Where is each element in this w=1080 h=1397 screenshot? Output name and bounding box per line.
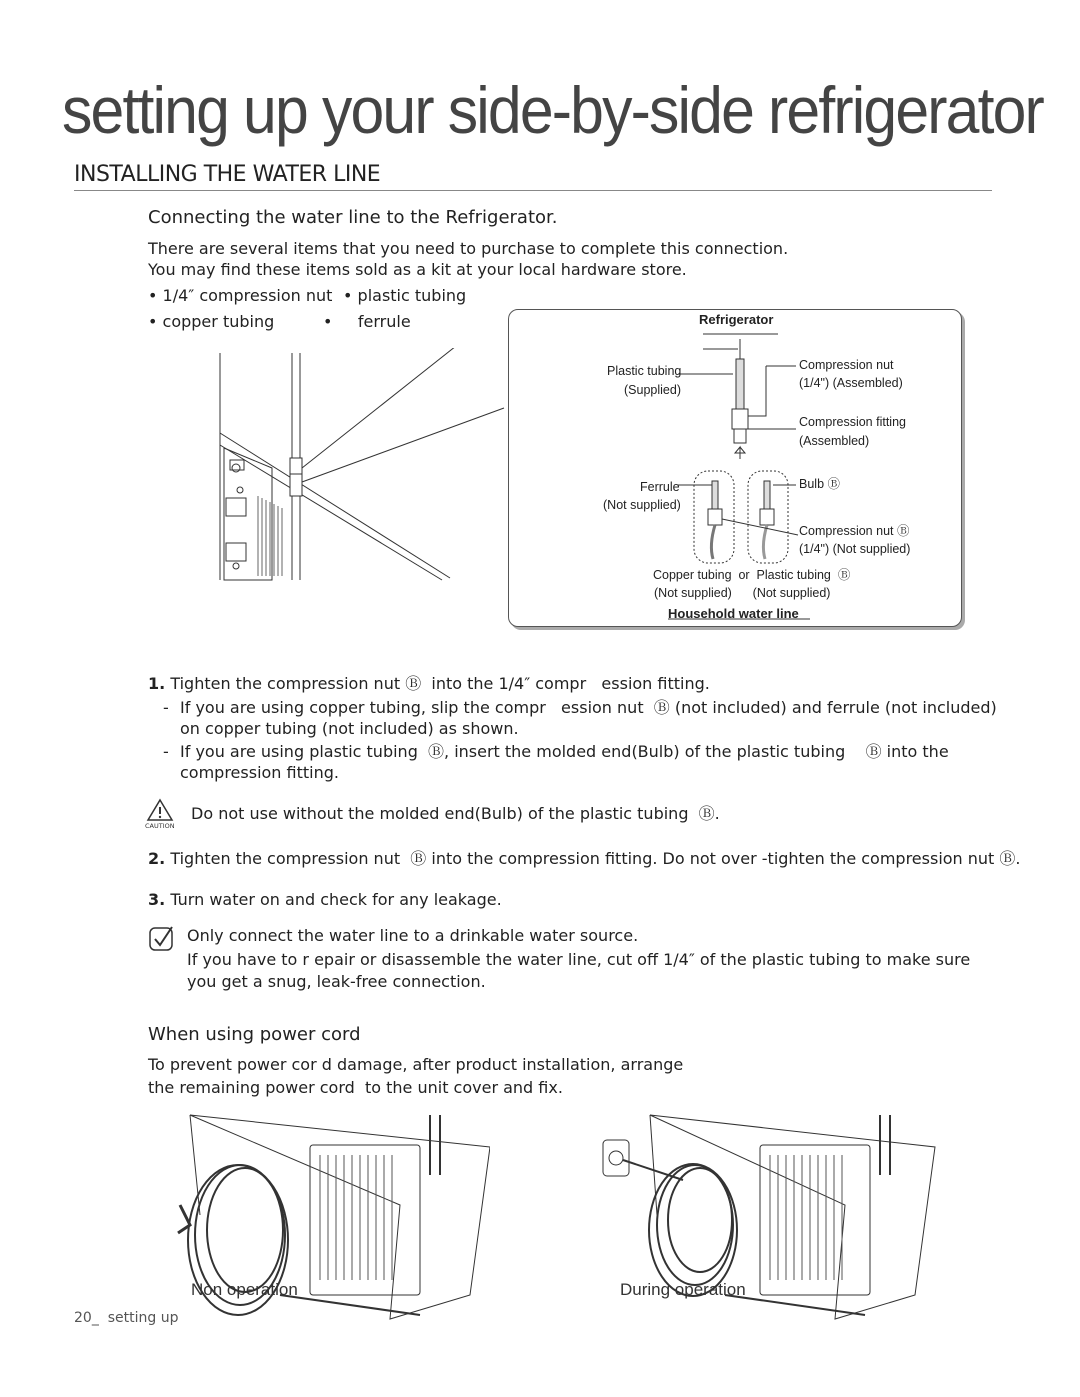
diagram-compression-nut-label: Compression nut	[799, 358, 894, 372]
water-line-subtitle: Connecting the water line to the Refrigerator.	[148, 207, 558, 228]
refrigerator-back-illustration	[210, 348, 510, 588]
power-cord-line-2: the remaining power cord to the unit cover and fix.	[148, 1078, 563, 1097]
diagram-tubing-not-supplied: (Not supplied) (Not supplied)	[654, 586, 831, 600]
diagram-compression-fitting-label: Compression fitting	[799, 415, 906, 429]
diagram-tubing-options-label: Copper tubing or Plastic tubing Ⓑ	[653, 568, 851, 582]
caption-non-operation: Non operation	[191, 1280, 298, 1299]
step-1: 1. Tighten the compression nut Ⓑ into the 1/4″ compr ession fitting.	[148, 674, 710, 693]
section-title: INSTALLING THE WATER LINE	[74, 162, 381, 187]
parts-item: • plastic tubing	[343, 286, 467, 305]
note-icon	[146, 924, 180, 954]
page-footer: 20_ setting up	[74, 1310, 179, 1326]
diagram-ferrule-not-supplied: (Not supplied)	[603, 498, 681, 512]
step-1a-line-1: If you are using copper tubing, slip the compr ession nut Ⓑ (not included) and ferrule (not included)	[180, 698, 997, 717]
note-line-1: Only connect the water line to a drinkable water source.	[187, 926, 639, 945]
step-1a-line-2: on copper tubing (not included) as shown.	[180, 719, 519, 738]
parts-item: • 1/4″ compression nut	[148, 286, 333, 305]
step-1b-line-1: If you are using plastic tubing Ⓑ, insert the molded end(Bulb) of the plastic tubing Ⓑ into the	[180, 742, 949, 761]
diagram-bulb-label: Bulb Ⓑ	[799, 477, 840, 491]
dash-marker: -	[163, 698, 169, 717]
parts-item: • ferrule	[323, 312, 411, 331]
caption-during-operation: During operation	[620, 1280, 746, 1299]
diagram-household-label: Household water line	[668, 606, 799, 621]
diagram-ferrule-label: Ferrule	[640, 480, 680, 494]
step-1b-line-2: compression fitting.	[180, 763, 339, 782]
power-cord-subtitle: When using power cord	[148, 1024, 361, 1045]
note-line-3: you get a snug, leak-free connection.	[187, 972, 486, 991]
step-2: 2. Tighten the compression nut Ⓑ into the compression fitting. Do not over -tighten the compression nut Ⓑ.	[148, 849, 1021, 868]
diagram-assembled-label: (Assembled)	[799, 434, 870, 448]
intro-line-1: There are several items that you need to purchase to complete this connection.	[148, 239, 789, 258]
diagram-compression-nut-size: (1/4") (Assembled)	[799, 376, 903, 390]
parts-item: • copper tubing	[148, 312, 275, 331]
dash-marker: -	[163, 742, 169, 761]
intro-line-2: You may find these items sold as a kit at your local hardware store.	[148, 260, 687, 279]
power-cord-line-1: To prevent power cor d damage, after product installation, arrange	[148, 1055, 684, 1074]
diagram-refrigerator-label: Refrigerator	[699, 312, 774, 327]
step-3: 3. Turn water on and check for any leakage.	[148, 890, 502, 909]
section-divider	[74, 190, 992, 191]
diagram-plastic-tubing-label: Plastic tubing	[607, 364, 682, 378]
note-line-2: If you have to r epair or disassemble the water line, cut off 1/4″ of the plastic tubing to make sure	[187, 950, 971, 969]
page-title: setting up your side-by-side refrigerator	[62, 73, 1043, 147]
diagram-supplied-label: (Supplied)	[624, 383, 681, 397]
diagram-compression-nut-b-size: (1/4") (Not supplied)	[799, 542, 911, 556]
caution-text: Do not use without the molded end(Bulb) of the plastic tubing Ⓑ.	[191, 804, 720, 823]
diagram-compression-nut-b-label: Compression nut Ⓑ	[799, 524, 910, 538]
caution-label: CAUTION	[145, 822, 175, 830]
caution-icon	[146, 798, 174, 822]
